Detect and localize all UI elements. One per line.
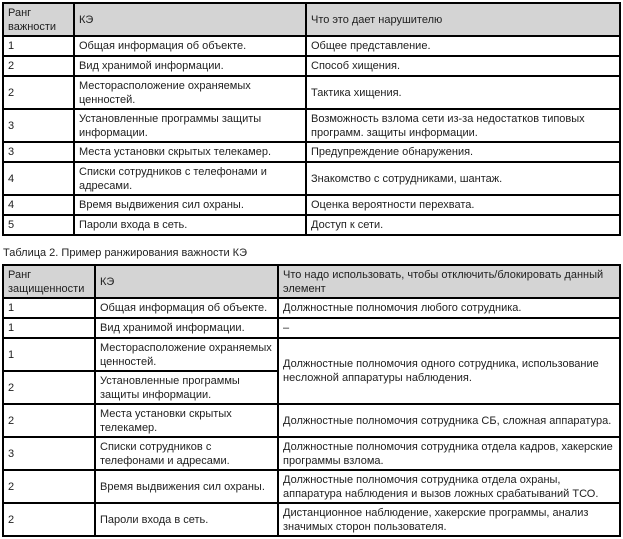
ke-cell: Вид хранимой информации. [74, 56, 306, 76]
page [2, 2, 621, 537]
table-row [3, 109, 620, 142]
rank-cell: 2 [3, 56, 74, 76]
table-row [3, 56, 620, 76]
ke-cell: Вид хранимой информации. [95, 318, 278, 338]
benefit-cell: Предупреждение обнаружения. [306, 142, 620, 162]
means-cell: Должностные полномочия сотрудника отдела охраны, аппаратура наблюдения и вызов ложных срабатываний ТСО. [278, 470, 620, 503]
rank-cell: 2 [3, 503, 95, 536]
means-cell-merged: Должностные полномочия одного сотрудника, использование несложной аппаратуры наблюдения. [278, 338, 620, 404]
rank-cell: 1 [3, 36, 74, 56]
means-cell: Должностные полномочия сотрудника СБ, сложная аппаратура. [278, 404, 620, 437]
means-cell: – [278, 318, 620, 338]
table-row [3, 318, 620, 338]
ke-cell: Установленные программы защиты информации. [95, 371, 278, 404]
rank-cell: 2 [3, 371, 95, 404]
table-row [3, 162, 620, 195]
table-row [3, 76, 620, 109]
rank-cell: 2 [3, 404, 95, 437]
importance-header-benefit: Что это дает нарушителю [306, 3, 620, 36]
rank-cell: 2 [3, 76, 74, 109]
means-cell: Должностные полномочия сотрудника отдела кадров, хакерские программы взлома. [278, 437, 620, 470]
benefit-cell: Общее представление. [306, 36, 620, 56]
ke-cell: Списки сотрудников с телефонами и адресами. [95, 437, 278, 470]
table-row [3, 404, 620, 437]
rank-cell: 3 [3, 142, 74, 162]
benefit-cell: Знакомство с сотрудниками, шантаж. [306, 162, 620, 195]
table-row [3, 338, 620, 371]
benefit-cell: Доступ к сети. [306, 215, 620, 235]
benefit-cell: Оценка вероятности перехвата. [306, 195, 620, 215]
ke-cell: Списки сотрудников с телефонами и адресами. [74, 162, 306, 195]
rank-cell: 3 [3, 109, 74, 142]
importance-table [2, 2, 621, 236]
importance-table-header-row [3, 3, 620, 36]
table-row [3, 142, 620, 162]
table2-caption: Таблица 2. Пример ранжирования важности КЭ [3, 247, 247, 259]
table-row [3, 215, 620, 235]
ke-cell: Общая информация об объекте. [74, 36, 306, 56]
rank-cell: 3 [3, 437, 95, 470]
table-row [3, 298, 620, 318]
table-row [3, 36, 620, 56]
table-row [3, 503, 620, 536]
rank-cell: 2 [3, 470, 95, 503]
ke-cell: Время выдвижения сил охраны. [95, 470, 278, 503]
benefit-cell: Тактика хищения. [306, 76, 620, 109]
ke-cell: Месторасположение охраняемых ценностей. [74, 76, 306, 109]
ke-cell: Места установки скрытых телекамер. [74, 142, 306, 162]
rank-cell: 1 [3, 338, 95, 371]
rank-cell: 4 [3, 162, 74, 195]
ke-cell: Установленные программы защиты информации. [74, 109, 306, 142]
protection-table [2, 264, 621, 537]
ke-cell: Время выдвижения сил охраны. [74, 195, 306, 215]
protection-header-rank: Ранг защищенности [3, 265, 95, 298]
ke-cell: Пароли входа в сеть. [74, 215, 306, 235]
benefit-cell: Возможность взлома сети из-за недостатков типовых программ. защиты информации. [306, 109, 620, 142]
ke-cell: Места установки скрытых телекамер. [95, 404, 278, 437]
table-row [3, 195, 620, 215]
table-row [3, 470, 620, 503]
protection-header-means: Что надо использовать, чтобы отключить/блокировать данный элемент [278, 265, 620, 298]
rank-cell: 4 [3, 195, 74, 215]
importance-header-rank: Ранг важности [3, 3, 74, 36]
ke-cell: Пароли входа в сеть. [95, 503, 278, 536]
ke-cell: Общая информация об объекте. [95, 298, 278, 318]
rank-cell: 5 [3, 215, 74, 235]
rank-cell: 1 [3, 298, 95, 318]
ke-cell: Месторасположение охраняемых ценностей. [95, 338, 278, 371]
table-row [3, 437, 620, 470]
means-cell: Должностные полномочия любого сотрудника. [278, 298, 620, 318]
rank-cell: 1 [3, 318, 95, 338]
importance-header-ke: КЭ [74, 3, 306, 36]
benefit-cell: Способ хищения. [306, 56, 620, 76]
protection-header-ke: КЭ [95, 265, 278, 298]
means-cell: Дистанционное наблюдение, хакерские программы, анализ значимых сторон пользователя. [278, 503, 620, 536]
protection-table-header-row [3, 265, 620, 298]
